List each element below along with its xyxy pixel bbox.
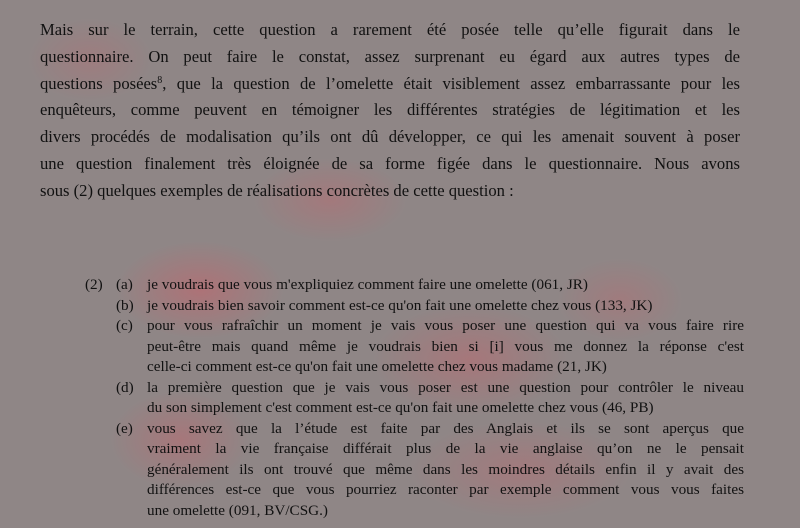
example-line: vraiment la vie française différait plus de la vie anglaise qu’on ne le pensait — [147, 440, 744, 457]
example-number: (2) — [85, 276, 103, 293]
example-item — [85, 275, 745, 296]
example-item — [85, 296, 745, 317]
paragraph-line: divers procédés de modalisation qu’ils ont dû développer, ce qui les amenait souvent à poser — [40, 127, 740, 147]
example-item — [85, 316, 745, 378]
paragraph-line-start: questions posées — [40, 73, 158, 93]
example-label: (c) — [116, 317, 133, 334]
example-line: vous savez que la l’étude est faite par des Anglais et ils se sont aperçus que — [147, 419, 744, 437]
example-line: je voudrais bien savoir comment est-ce qu'on fait une omelette chez vous (133, JK) — [147, 296, 653, 314]
example-text — [147, 316, 744, 378]
example-line: une omelette (091, BV/CSG.) — [147, 501, 328, 519]
paragraph-line: Mais sur le terrain, cette question a rarement été posée telle qu’elle figurait dans le — [40, 20, 740, 39]
example-line: du son simplement c'est comment est-ce qu'on fait une omelette chez vous (46, PB) — [147, 399, 654, 416]
example-label: (a) — [116, 276, 133, 293]
example-line: la première question que je vais vous poser est une question pour contrôler le niveau — [147, 378, 744, 396]
paragraph-line — [40, 71, 740, 98]
example-line: pour vous rafraîchir un moment je vais vous poser une question qui va vous faire rire — [147, 317, 744, 334]
example-line: je voudrais que vous m'expliquiez comment faire une omelette (061, JR) — [147, 276, 588, 293]
example-label: (e) — [116, 419, 133, 437]
paragraph-line: enquêteurs, comme peuvent en témoigner les différentes stratégies de légitimation et les — [40, 100, 740, 120]
example-line: celle-ci comment est-ce qu'on fait une omelette chez vous madame (21, JK) — [147, 358, 607, 375]
example-text — [147, 419, 744, 522]
example-line: différences est-ce que vous pourriez raconter par exemple comment vous vous faites — [147, 481, 744, 498]
example-list — [85, 275, 745, 521]
footnote-mark: 8 — [157, 74, 163, 86]
paragraph-line: questionnaire. On peut faire le constat, assez surprenant eu égard aux autres types de — [40, 46, 740, 66]
example-item — [85, 419, 745, 522]
example-label: (b) — [116, 296, 134, 314]
example-label: (d) — [116, 378, 134, 396]
example-text — [147, 378, 744, 419]
example-item — [85, 378, 745, 419]
paragraph-line-end: , que la question de l’omelette était visiblement assez embarrassante pour les — [162, 73, 740, 93]
paragraph-line: sous (2) quelques exemples de réalisations concrètes de cette question : — [40, 180, 514, 200]
body-paragraph — [40, 17, 740, 205]
example-line: peut-être mais quand même je voudrais bien si [i] vous me donnez la réponse c'est — [147, 337, 744, 355]
paragraph-line: une question finalement très éloignée de sa forme figée dans le questionnaire. Nous avons — [40, 153, 740, 173]
example-text — [147, 275, 744, 296]
example-line: généralement ils ont trouvé que même dans les moindres détails enfin il y avait des — [147, 460, 744, 478]
example-text — [147, 296, 744, 317]
